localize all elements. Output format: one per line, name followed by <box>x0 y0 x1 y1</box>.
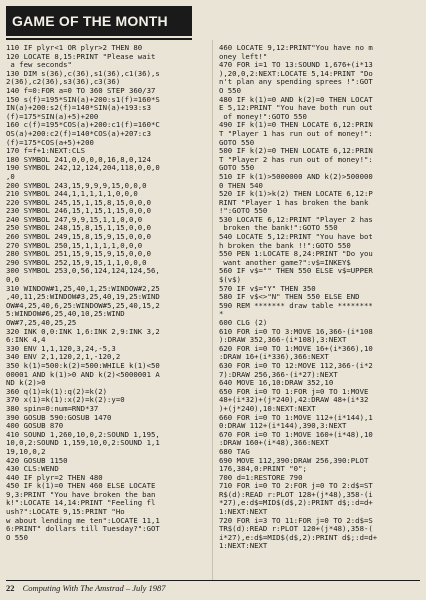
listing-column-left <box>6 44 206 542</box>
code-line: 48+(i*32)+(j*240),42:DRAW 48+(i*32 <box>219 396 369 405</box>
page-number: 22 <box>6 583 15 593</box>
code-line: 280 SYMBOL 251,15,9,15,9,15,0,0,0 <box>6 250 151 259</box>
code-line: T "Player 1 has run out of money!": <box>219 129 373 138</box>
code-line: 0 THEN 540 <box>219 181 263 190</box>
code-line: 120 LOCATE 8,15:PRINT "Please wait <box>6 52 156 61</box>
code-line: 210 SYMBOL 244,1,1,1,1,1,0,0,0 <box>6 190 138 199</box>
column-divider <box>212 40 213 580</box>
code-line: 176,384,0:PRINT "0"; <box>219 465 307 474</box>
code-line: 240 SYMBOL 247,9,9,15,1,1,0,0,0 <box>6 215 143 224</box>
code-line: 390 GOSUB 590:GOSUB 1470 <box>6 413 112 422</box>
code-line: 260 SYMBOL 249,15,8,15,9,15,0,0,0 <box>6 233 151 242</box>
code-line: GOTO 550 <box>219 138 255 147</box>
code-line: 450 IF k(1)=0 THEN 460 ELSE LOCATE <box>6 482 156 491</box>
code-line: 660 FOR i=0 TO 1:MOVE 112+(i*144),1 <box>219 413 373 422</box>
code-line: O 550 <box>6 533 28 542</box>
code-line: (f)=175*SIN(a)+5)+200 <box>6 112 99 121</box>
code-line: R$(d):READ r:PLOT 128+(j*48),358-(i <box>219 490 373 499</box>
code-line: 190 SYMBOL 242,12,124,204,118,0,0,0 <box>6 164 160 173</box>
code-line: 410 SOUND 1,260,10,0,2:SOUND 1,195, <box>6 430 160 439</box>
code-line: 620 FOR i=0 TO 1:MOVE 16+(i*366),10 <box>219 344 373 353</box>
page-footer <box>6 580 420 595</box>
code-line: broken the bank!":GOTO 550 <box>219 224 338 233</box>
code-line: RINT "Player 1 has broken the bank <box>219 198 369 207</box>
code-line: 600 CLG (2) <box>219 319 268 327</box>
code-line: 490 IF k(1)=0 THEN LOCATE 6,12:PRIN <box>219 121 373 130</box>
code-line: 19,10,0,2 <box>6 447 46 456</box>
code-line: $(v$) <box>219 276 241 285</box>
code-line: 430 CLS:WEND <box>6 465 59 474</box>
code-line: 150 s(f)=195*SIN(a)+200:s1(f)=160*S <box>6 95 160 104</box>
code-line: 310 WINDOW#1,25,40,1,25:WINDOW#2,25 <box>6 284 160 293</box>
code-line: 270 SYMBOL 250,15,1,1,1,1,0,0,0 <box>6 241 143 250</box>
code-line: OW#4,25,40,6,25:WINDOW#5,25,40,15,2 <box>6 301 160 310</box>
code-line: 590 REM ******* draw table ******** <box>219 301 373 310</box>
code-line: * <box>219 310 224 319</box>
listing-column-right <box>219 44 419 551</box>
code-line: k!":LOCATE 14,14:PRINT "Feeling fl <box>6 499 156 508</box>
code-line: 0:DRAW 112+(i*144),390,3:NEXT <box>219 422 347 431</box>
code-line: 650 FOR i=0 TO 1:FOR j=0 TO 1:MOVE <box>219 387 369 396</box>
section-banner: GAME OF THE MONTH <box>6 6 192 36</box>
code-line: 560 IF v$="" THEN 550 ELSE v$=UPPER <box>219 267 373 276</box>
code-line: 640 MOVE 16,10:DRAW 352,10 <box>219 379 334 388</box>
code-line: :DRAW 16+(i*336),366:NEXT <box>219 353 329 362</box>
code-line: 7):DRAW 256,366-(i*27):NEXT <box>219 370 338 379</box>
code-line: OW#7,25,40,25,25 <box>6 319 77 327</box>
code-line: 440 IF plyr=2 THEN 480 <box>6 473 103 482</box>
code-line: 670 FOR i=0 TO 1:MOVE 160+(i*48),10 <box>219 430 373 439</box>
code-line: 00001 AND k(1)>0 AND k(2)<5000001 A <box>6 370 160 379</box>
code-line: ,0 <box>6 172 15 181</box>
code-line: 320 INK 0,0:INK 1,6:INK 2,9:INK 3,2 <box>6 327 160 336</box>
code-line: 380 spin=0:num=RND*37 <box>6 404 99 413</box>
code-line: 540 LOCATE 5,12:PRINT "You have bot <box>219 233 373 242</box>
code-line: 370 x(1)=k(1):x(2)=k(2):y=0 <box>6 396 125 405</box>
code-line: ):DRAW 352,366-(i*108),3:NEXT <box>219 336 347 345</box>
code-line: ,40,11,25:WINDOW#3,25,40,19,25:WIND <box>6 293 160 302</box>
code-line: 110 IF plyr<1 OR plyr>2 THEN 80 <box>6 44 143 52</box>
code-line: 680 TAG <box>219 447 250 456</box>
code-line: IN(a)+200:s2(f)=140*SIN(a)+193:s3 <box>6 104 151 113</box>
code-line: E 5,12:PRINT "You have both run out <box>219 104 373 113</box>
code-line: i*27),e:d$=MID$(d$,2):PRINT d$;:d=d+ <box>219 533 378 542</box>
code-line: 630 FOR i=0 TO 12:MOVE 112,366-(i*2 <box>219 361 373 370</box>
code-line: 690 MOVE 112,390:DRAW 256,390:PLOT <box>219 456 369 465</box>
code-line: (f)=175*COS(a+5)+200 <box>6 138 94 147</box>
code-line: 130 DIM s(36),c(36),s1(36),c1(36),s <box>6 69 160 78</box>
code-line: 700 d=1:RESTORE 790 <box>219 473 303 482</box>
code-line: 360 q(1)=k(1):q(2)=k(2) <box>6 387 108 396</box>
code-line: ),20,0,2:NEXT:LOCATE 5,14:PRINT "Do <box>219 69 373 78</box>
code-line: w about lending me ten":LOCATE 11,1 <box>6 516 160 525</box>
code-line: 6:PRINT" dollars till Tuesday?":GOT <box>6 525 160 534</box>
code-line: 220 SYMBOL 245,15,1,15,8,15,0,0,0 <box>6 198 151 207</box>
code-line: 460 LOCATE 9,12:PRINT"You have no m <box>219 44 373 52</box>
code-line: 480 IF k(1)=0 AND k(2)=0 THEN LOCAT <box>219 95 373 104</box>
code-line: OS(a)+200:c2(f)=140*COS(a)+207:c3 <box>6 129 151 138</box>
code-line: 5:WINDOW#6,25,40,10,25:WIND <box>6 310 125 319</box>
code-line: 550 PEN 1:LOCATE 8,24:PRINT "Do you <box>219 250 373 259</box>
publication-credit: Computing With The Amstrad – July 1987 <box>22 583 166 593</box>
code-line: 250 SYMBOL 248,15,8,15,1,15,0,0,0 <box>6 224 151 233</box>
code-line: a few seconds" <box>6 61 72 70</box>
code-line: )+(j*240),10:NEXT:NEXT <box>219 404 316 413</box>
code-line: 10,0,2:SOUND 1,159,10,0,2:SOUND 1,1 <box>6 439 160 448</box>
code-line: 160 c(f)=195*COS(a)+200:c1(f)=160*C <box>6 121 160 130</box>
code-line: 520 IF k(1)>k(2) THEN LOCATE 6,12:P <box>219 190 373 199</box>
code-line: ush?":LOCATE 9,15:PRINT "Ho <box>6 508 125 517</box>
code-line: 170 f=f+1:NEXT:CLS <box>6 147 86 156</box>
code-line: TR$(d):READ r:PLOT 120+(j*48),358-( <box>219 525 373 534</box>
code-line: ND k(2)>0 <box>6 379 46 388</box>
code-line: 470 FOR i=1 TO 13:SOUND 1,676+(i*13 <box>219 61 373 70</box>
code-line: *27),e:d$=MID$(d$,2):PRINT d$;:d=d+ <box>219 499 373 508</box>
code-line: 580 IF v$<>"N" THEN 550 ELSE END <box>219 293 360 302</box>
code-line: GOTO 550 <box>219 164 255 173</box>
code-line: 400 GOSUB 870 <box>6 422 64 431</box>
code-line: 230 SYMBOL 246,15,1,15,1,15,0,0,0 <box>6 207 151 216</box>
code-line: 720 FOR i=3 TO 11:FOR j=0 TO 2:d$=S <box>219 516 373 525</box>
code-line: 330 ENV 1,1,120,3,24,-5,3 <box>6 344 116 353</box>
code-line: 340 ENV 2,1,120,2,1,-120,2 <box>6 353 121 362</box>
code-line: 420 GOSUB 1150 <box>6 456 68 465</box>
code-line: 9,3:PRINT "You have broken the ban <box>6 490 156 499</box>
code-line: 610 FOR i=0 TO 3:MOVE 16,366-(i*108 <box>219 327 373 336</box>
code-line: h broken the bank !!":GOTO 550 <box>219 241 351 250</box>
code-line: 350 k(1)=500:k(2)=500:WHILE k(1)<50 <box>6 361 160 370</box>
code-line: 1:NEXT:NEXT <box>219 508 268 517</box>
code-line: n't plan any spending sprees !":GOT <box>219 78 373 87</box>
code-line: !":GOTO 550 <box>219 207 268 216</box>
code-line: 200 SYMBOL 243,15,9,9,9,15,0,0,0 <box>6 181 147 190</box>
code-line: :DRAW 160+(i*48),366:NEXT <box>219 439 329 448</box>
code-line: 510 IF k(1)>5000000 AND k(2)>500000 <box>219 172 373 181</box>
code-line: 0,0 <box>6 276 20 285</box>
code-line: 300 SYMBOL 253,0,56,124,124,124,56, <box>6 267 160 276</box>
code-line: 180 SYMBOL 241,0,0,0,0,16,8,0,124 <box>6 155 151 164</box>
code-line: T "Player 2 has run out of money!": <box>219 155 373 164</box>
code-line: 710 FOR i=0 TO 2:FOR j=0 TO 2:d$=ST <box>219 482 373 491</box>
code-line: 1:NEXT:NEXT <box>219 542 268 551</box>
code-line: O 550 <box>219 86 241 95</box>
code-line: oney left!" <box>219 52 268 61</box>
code-line: 290 SYMBOL 252,15,9,15,1,1,0,0,0 <box>6 258 147 267</box>
banner-rule <box>6 38 192 40</box>
code-line: 140 f=0:FOR a=0 TO 360 STEP 360/37 <box>6 86 156 95</box>
code-line: 500 IF k(2)=0 THEN LOCATE 6,12:PRIN <box>219 147 373 156</box>
code-line: 530 LOCATE 6,12:PRINT "Player 2 has <box>219 215 373 224</box>
code-line: 6:INK 4,4 <box>6 336 46 345</box>
code-line: 570 IF v$="Y" THEN 350 <box>219 284 316 293</box>
code-line: want another game?":v$=INKEY$ <box>219 258 351 267</box>
code-line: of money!":GOTO 550 <box>219 112 307 121</box>
code-line: 2(36),c2(36),s3(36),c3(36) <box>6 78 121 87</box>
